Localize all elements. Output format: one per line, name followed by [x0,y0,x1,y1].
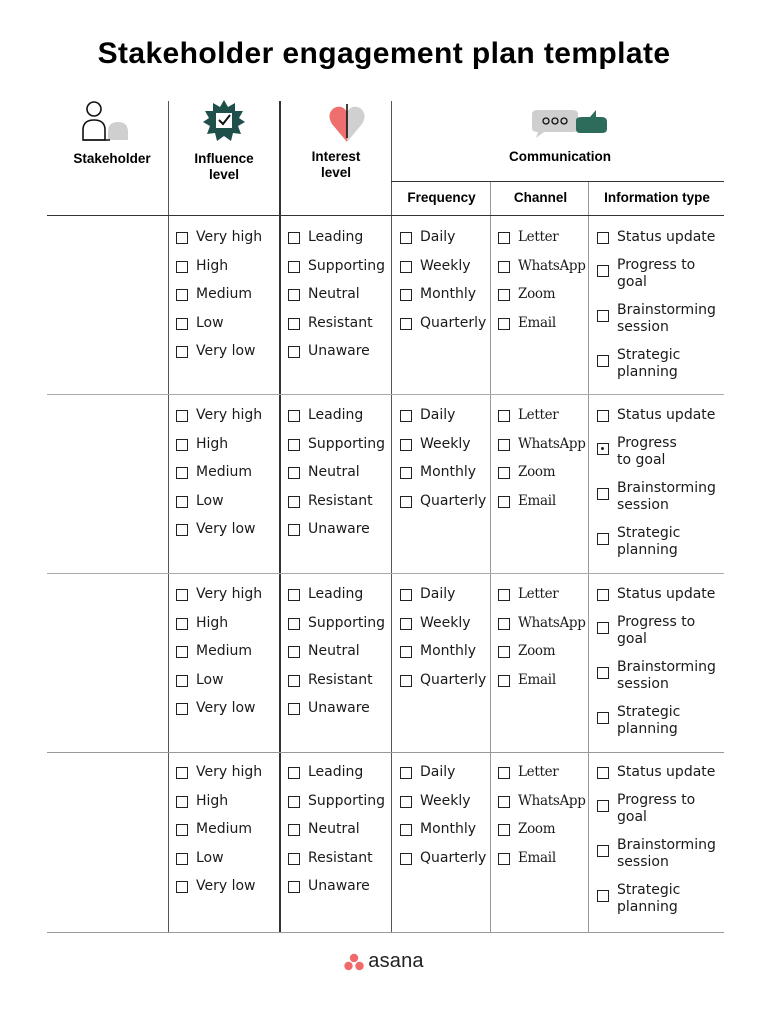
influence-option-label: Low [196,671,224,688]
info-type-checkbox[interactable] [597,845,609,857]
interest-option-label: Supporting [308,792,385,809]
interest-option[interactable] [288,464,360,481]
frequency-checkbox[interactable] [400,410,412,422]
info-type-option[interactable] [597,302,716,336]
channel-checkbox[interactable] [498,767,510,779]
interest-checkbox[interactable] [288,318,300,330]
interest-option-label: Supporting [308,257,385,274]
influence-option[interactable] [176,586,262,603]
row-divider [47,573,724,574]
interest-option-label: Unaware [308,700,370,716]
influence-option-label: Low [196,492,224,509]
influence-option[interactable] [176,343,256,360]
interest-option-label: Resistant [308,492,373,509]
interest-option[interactable] [288,615,385,632]
frequency-option-label: Monthly [420,286,477,302]
row-divider [47,752,724,753]
interest-checkbox[interactable] [288,589,300,601]
interest-option[interactable] [288,764,363,781]
influence-option-label: Very low [196,521,256,537]
frequency-checkbox[interactable] [400,467,412,479]
frequency-checkbox[interactable] [400,767,412,779]
info-type-option-label: Brainstorming session [617,480,716,513]
header-frequency: Frequency [407,190,476,205]
interest-option[interactable] [288,850,373,867]
header-interest: Interest level [311,149,361,180]
frequency-checkbox[interactable] [400,261,412,273]
influence-checkbox[interactable] [176,853,188,865]
influence-option-label: Very high [196,586,263,602]
influence-option-label: High [196,257,229,274]
influence-option[interactable] [176,672,224,689]
influence-checkbox[interactable] [176,767,188,779]
info-type-option[interactable] [597,792,695,826]
influence-option[interactable] [176,821,252,838]
interest-option[interactable] [288,315,373,332]
channel-checkbox[interactable] [498,589,510,601]
channel-option-label: Letter [518,764,559,780]
interest-option-label: Supporting [308,614,385,631]
channel-option[interactable] [498,229,558,246]
influence-option-label: Very low [196,878,256,894]
channel-option[interactable] [498,672,556,689]
channel-option[interactable] [498,493,556,510]
interest-heart-icon [328,102,366,144]
frequency-option[interactable] [400,850,486,867]
influence-checkbox[interactable] [176,261,188,273]
channel-option[interactable] [498,850,556,867]
frequency-option-label: Daily [420,764,456,780]
frequency-option-label: Monthly [420,821,477,837]
frequency-option[interactable] [400,493,486,510]
channel-option[interactable] [498,793,586,810]
info-type-option[interactable] [597,659,716,693]
channel-option-label: Zoom [518,821,556,837]
frequency-checkbox[interactable] [400,232,412,244]
frequency-option-label: Daily [420,229,456,245]
channel-checkbox[interactable] [498,318,510,330]
channel-checkbox[interactable] [498,796,510,808]
influence-option[interactable] [176,286,252,303]
influence-option-label: High [196,614,229,631]
info-type-option-label: Brainstorming session [617,302,716,335]
frequency-checkbox[interactable] [400,289,412,301]
interest-option-label: Resistant [308,314,373,331]
info-type-option-label: Brainstorming session [617,837,716,870]
frequency-checkbox[interactable] [400,646,412,658]
interest-checkbox[interactable] [288,796,300,808]
channel-option-label: Letter [518,407,559,423]
interest-option[interactable] [288,407,363,424]
info-type-option[interactable] [597,525,680,559]
interest-checkbox[interactable] [288,261,300,273]
frequency-option[interactable] [400,586,455,603]
influence-option-label: Very high [196,229,263,245]
info-type-checkbox[interactable] [597,488,609,500]
channel-checkbox[interactable] [498,618,510,630]
influence-checkbox[interactable] [176,289,188,301]
interest-checkbox[interactable] [288,646,300,658]
channel-option-label: Email [518,671,556,688]
interest-option[interactable] [288,672,373,689]
influence-option-label: Very high [196,407,263,423]
influence-option[interactable] [176,258,228,275]
frequency-checkbox[interactable] [400,618,412,630]
influence-option[interactable] [176,793,228,810]
influence-option[interactable] [176,850,224,867]
col-divider [490,181,491,933]
channel-checkbox[interactable] [498,675,510,687]
frequency-option-label: Quarterly [420,671,487,688]
interest-option[interactable] [288,878,370,895]
interest-option-label: Neutral [308,643,360,659]
influence-option-label: Very high [196,764,263,780]
info-type-option[interactable] [597,764,715,781]
frequency-option-label: Daily [420,407,456,423]
frequency-option[interactable] [400,615,471,632]
info-type-checkbox[interactable] [597,355,609,367]
influence-option[interactable] [176,229,262,246]
channel-option-label: Letter [518,229,559,245]
channel-checkbox[interactable] [498,261,510,273]
frequency-option[interactable] [400,229,455,246]
frequency-option[interactable] [400,793,471,810]
info-type-option[interactable] [597,229,715,246]
interest-option-label: Unaware [308,878,370,894]
channel-checkbox[interactable] [498,853,510,865]
channel-option-label: Email [518,314,556,331]
influence-checkbox[interactable] [176,410,188,422]
channel-checkbox[interactable] [498,410,510,422]
info-type-checkbox[interactable] [597,589,609,601]
frequency-checkbox[interactable] [400,589,412,601]
channel-option[interactable] [498,643,555,660]
interest-checkbox[interactable] [288,346,300,358]
influence-checkbox[interactable] [176,646,188,658]
influence-option[interactable] [176,315,224,332]
row-divider [47,394,724,395]
info-type-option-label: Strategic planning [617,347,681,380]
info-type-checkbox[interactable] [597,667,609,679]
frequency-checkbox[interactable] [400,853,412,865]
asana-logo-text: asana [368,950,424,972]
info-type-option-label: Status update [617,229,716,245]
frequency-checkbox[interactable] [400,439,412,451]
influence-checkbox[interactable] [176,589,188,601]
header-info-type: Information type [604,190,710,205]
interest-checkbox[interactable] [288,289,300,301]
influence-checkbox[interactable] [176,824,188,836]
channel-option-label: Letter [518,586,559,602]
info-type-option[interactable] [597,586,715,603]
interest-checkbox[interactable] [288,881,300,893]
influence-option[interactable] [176,878,256,895]
interest-option-label: Leading [308,586,364,602]
interest-checkbox[interactable] [288,439,300,451]
influence-option[interactable] [176,407,262,424]
info-type-checkbox[interactable] [597,310,609,322]
channel-option-label: Zoom [518,643,556,659]
stakeholder-person-icon [80,100,132,144]
influence-option[interactable] [176,521,256,538]
influence-option-label: Low [196,849,224,866]
influence-checkbox[interactable] [176,232,188,244]
header-communication: Communication [508,149,611,164]
interest-option[interactable] [288,700,370,717]
info-type-option-label: Strategic planning [617,882,681,915]
influence-option[interactable] [176,493,224,510]
channel-checkbox[interactable] [498,824,510,836]
frequency-option[interactable] [400,315,486,332]
info-type-option-label: Progress to goal [617,257,696,290]
influence-checkbox[interactable] [176,496,188,508]
info-type-checkbox[interactable] [597,232,609,244]
interest-checkbox[interactable] [288,703,300,715]
asana-dots-icon [344,953,364,971]
channel-checkbox[interactable] [498,439,510,451]
channel-option[interactable] [498,315,556,332]
info-type-option-label: Progress to goal [617,435,677,468]
channel-option-label: WhatsApp [518,435,586,452]
interest-option-label: Unaware [308,521,370,537]
frequency-option[interactable] [400,672,486,689]
header-influence: Influence level [194,151,254,182]
interest-checkbox[interactable] [288,824,300,836]
interest-checkbox[interactable] [288,767,300,779]
info-type-option-label: Status update [617,586,716,602]
asana-logo [0,950,768,973]
frequency-option-label: Daily [420,586,456,602]
interest-option[interactable] [288,793,385,810]
channel-checkbox[interactable] [498,467,510,479]
info-type-option[interactable] [597,347,680,381]
interest-option[interactable] [288,343,370,360]
influence-option-label: High [196,792,229,809]
info-type-checkbox[interactable] [597,533,609,545]
info-type-option[interactable] [597,614,695,648]
info-type-option-label: Progress to goal [617,614,696,647]
info-type-option[interactable] [597,257,695,291]
interest-checkbox[interactable] [288,496,300,508]
influence-option-label: Medium [196,643,252,659]
info-type-checkbox[interactable] [597,410,609,422]
influence-checkbox[interactable] [176,675,188,687]
info-type-option-label: Strategic planning [617,525,681,558]
influence-checkbox[interactable] [176,618,188,630]
influence-option[interactable] [176,764,262,781]
frequency-checkbox[interactable] [400,796,412,808]
channel-option[interactable] [498,764,558,781]
channel-checkbox[interactable] [498,232,510,244]
influence-option-label: Very low [196,343,256,359]
frequency-option-label: Quarterly [420,492,487,509]
frequency-checkbox[interactable] [400,318,412,330]
frequency-option-label: Weekly [420,435,471,452]
header-stakeholder: Stakeholder [73,151,151,166]
interest-option-label: Neutral [308,286,360,302]
influence-option[interactable] [176,464,252,481]
frequency-option-label: Weekly [420,614,471,631]
page-title: Stakeholder engagement plan template [97,37,671,70]
channel-option-label: WhatsApp [518,614,586,631]
influence-checkbox[interactable] [176,703,188,715]
influence-option[interactable] [176,436,228,453]
channel-option[interactable] [498,407,558,424]
interest-checkbox[interactable] [288,853,300,865]
channel-option[interactable] [498,436,586,453]
interest-option[interactable] [288,493,373,510]
influence-checkbox[interactable] [176,881,188,893]
interest-checkbox[interactable] [288,467,300,479]
frequency-option[interactable] [400,286,476,303]
frequency-option[interactable] [400,258,471,275]
interest-checkbox[interactable] [288,410,300,422]
channel-option[interactable] [498,258,586,275]
info-type-checkbox[interactable] [597,265,609,277]
interest-option-label: Leading [308,764,364,780]
frequency-option[interactable] [400,464,476,481]
influence-checkbox[interactable] [176,467,188,479]
info-type-option-label: Status update [617,764,716,780]
info-type-option[interactable] [597,480,716,514]
channel-option[interactable] [498,586,558,603]
channel-option[interactable] [498,615,586,632]
frequency-option-label: Quarterly [420,849,487,866]
col-divider [168,101,169,933]
channel-option[interactable] [498,821,555,838]
interest-option[interactable] [288,229,363,246]
interest-option[interactable] [288,643,360,660]
influence-checkbox[interactable] [176,439,188,451]
channel-option[interactable] [498,286,555,303]
info-type-option-label: Brainstorming session [617,659,716,692]
col-divider [279,101,281,933]
influence-checkbox[interactable] [176,318,188,330]
frequency-option-label: Weekly [420,792,471,809]
interest-option-label: Leading [308,407,364,423]
frequency-option[interactable] [400,643,476,660]
frequency-option[interactable] [400,821,476,838]
interest-option[interactable] [288,258,385,275]
channel-option[interactable] [498,464,555,481]
col-divider [391,101,392,933]
communication-chat-icon [530,108,610,142]
influence-option[interactable] [176,700,256,717]
influence-checkbox[interactable] [176,796,188,808]
info-type-option[interactable] [597,435,677,469]
frequency-checkbox[interactable] [400,824,412,836]
interest-option-label: Supporting [308,435,385,452]
interest-option-label: Resistant [308,671,373,688]
interest-option[interactable] [288,821,360,838]
info-type-option-label: Progress to goal [617,792,696,825]
frequency-option-label: Monthly [420,464,477,480]
influence-option-label: Low [196,314,224,331]
info-type-checkbox[interactable] [597,622,609,634]
channel-checkbox[interactable] [498,646,510,658]
interest-option-label: Leading [308,229,364,245]
info-type-checkbox[interactable] [597,712,609,724]
info-type-option-label: Strategic planning [617,704,681,737]
interest-option-label: Neutral [308,821,360,837]
interest-option[interactable] [288,286,360,303]
influence-option-label: Medium [196,286,252,302]
channel-option-label: Zoom [518,286,556,302]
influence-option-label: Very low [196,700,256,716]
info-type-option[interactable] [597,837,716,871]
row-divider [47,215,724,216]
interest-option-label: Unaware [308,343,370,359]
interest-checkbox[interactable] [288,232,300,244]
frequency-option-label: Quarterly [420,314,487,331]
frequency-checkbox[interactable] [400,675,412,687]
interest-option[interactable] [288,436,385,453]
info-type-checkbox[interactable] [597,800,609,812]
frequency-checkbox[interactable] [400,496,412,508]
col-divider [588,181,589,933]
influence-badge-icon [202,99,246,143]
info-type-option[interactable] [597,704,680,738]
header-channel: Channel [513,190,568,205]
frequency-option[interactable] [400,764,455,781]
influence-option[interactable] [176,615,228,632]
interest-checkbox[interactable] [288,675,300,687]
interest-checkbox[interactable] [288,618,300,630]
info-type-checkbox[interactable] [597,890,609,902]
influence-option-label: Medium [196,821,252,837]
channel-option-label: WhatsApp [518,257,586,274]
frequency-option-label: Monthly [420,643,477,659]
interest-checkbox[interactable] [288,524,300,536]
channel-checkbox[interactable] [498,496,510,508]
channel-option-label: Email [518,849,556,866]
frequency-option[interactable] [400,436,471,453]
channel-checkbox[interactable] [498,289,510,301]
channel-option-label: WhatsApp [518,792,586,809]
info-type-checkbox[interactable] [597,443,609,455]
influence-checkbox[interactable] [176,346,188,358]
info-type-option[interactable] [597,882,680,916]
influence-option-label: High [196,435,229,452]
influence-option[interactable] [176,643,252,660]
interest-option[interactable] [288,586,363,603]
influence-option-label: Medium [196,464,252,480]
channel-option-label: Email [518,492,556,509]
info-type-checkbox[interactable] [597,767,609,779]
interest-option-label: Neutral [308,464,360,480]
info-type-option[interactable] [597,407,715,424]
interest-option-label: Resistant [308,849,373,866]
row-divider [47,932,724,933]
channel-option-label: Zoom [518,464,556,480]
frequency-option-label: Weekly [420,257,471,274]
header-divider [391,181,724,182]
influence-checkbox[interactable] [176,524,188,536]
info-type-option-label: Status update [617,407,716,423]
interest-option[interactable] [288,521,370,538]
frequency-option[interactable] [400,407,455,424]
